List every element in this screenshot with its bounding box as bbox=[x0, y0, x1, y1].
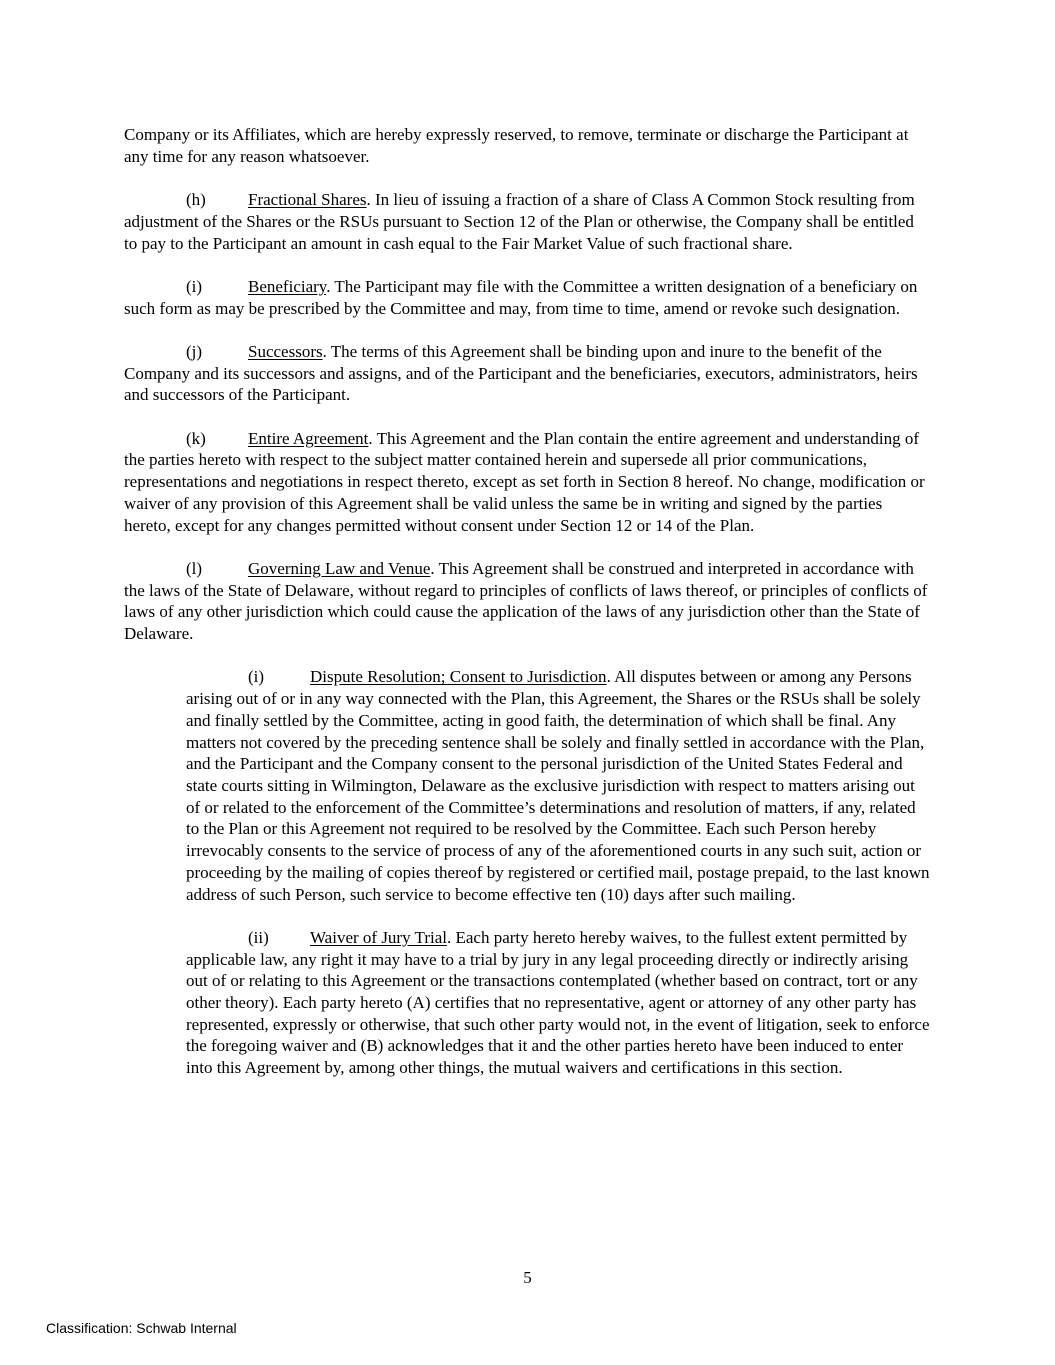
classification-footer: Classification: Schwab Internal bbox=[46, 1320, 237, 1336]
section-l-ii-label: (ii) bbox=[248, 927, 269, 947]
section-l-title: Governing Law and Venue bbox=[248, 558, 431, 578]
section-h-title: Fractional Shares bbox=[248, 190, 367, 210]
section-k-body: . This Agreement and the Plan contain the entire agreement and understanding of the parties hereto with respect to the subject matter contained herein and supersede all prior communications, representations and negotiations in respect thereto, except as set forth in Section 8 hereof. No change, modification or waiver of any provision of this Agreement shall be valid unless the same be in writing and signed by the parties hereto, except for any changes permitted without consent under Section 12 or 14 of the Plan. bbox=[124, 428, 925, 535]
section-l-i-title: Dispute Resolution; Consent to Jurisdiction bbox=[310, 667, 607, 687]
section-k-title: Entire Agreement bbox=[248, 428, 369, 448]
section-k-label: (k) bbox=[186, 428, 206, 448]
section-h-body: . In lieu of issuing a fraction of a share of Class A Common Stock resulting from adjustment of the Shares or the RSUs pursuant to Section 12 of the Plan or otherwise, the Company shall be entitled to pay to the Participant an amount in cash equal to the Fair Market Value of such fractional share. bbox=[124, 190, 915, 253]
section-j-label: (j) bbox=[186, 341, 203, 361]
section-k bbox=[124, 428, 930, 537]
section-i bbox=[124, 276, 930, 319]
continuation-paragraph: Company or its Affiliates, which are hereby expressly reserved, to remove, terminate or discharge the Participant at any time for any reason whatsoever. bbox=[124, 125, 909, 166]
section-l-i bbox=[186, 666, 930, 905]
section-j bbox=[124, 341, 930, 406]
page-number: 5 bbox=[523, 1268, 532, 1287]
section-i-label: (i) bbox=[186, 276, 203, 296]
document-body bbox=[124, 124, 930, 1101]
section-l-ii bbox=[186, 927, 930, 1079]
section-j-title: Successors bbox=[248, 341, 323, 361]
section-l-i-body: . All disputes between or among any Persons arising out of or in any way connected with the Plan, this Agreement, the Shares or the RSUs shall be solely and finally settled by the Committee, acting in good faith, the determination of which shall be final. Any matters not covered by the preceding sentence shall be solely and finally settled in accordance with the Plan, and the Participant and the Company consent to the personal jurisdiction of the United States Federal and state courts sitting in Wilmington, Delaware as the exclusive jurisdiction with respect to matters arising out of or related to the enforcement of the Committee’s determinations and resolution of matters, if any, related to the Plan or this Agreement not required to be resolved by the Committee. Each such Person hereby irrevocably consents to the service of process of any of the aforementioned courts in any such suit, action or proceeding by the mailing of copies thereof by registered or certified mail, postage prepaid, to the last known address of such Person, such service to become effective ten (10) days after such mailing. bbox=[186, 667, 930, 904]
section-l-label: (l) bbox=[186, 558, 203, 578]
section-l-i-label: (i) bbox=[248, 667, 265, 687]
section-h-label: (h) bbox=[186, 190, 206, 210]
section-j-body: . The terms of this Agreement shall be binding upon and inure to the benefit of the Company and its successors and assigns, and of the Participant and the beneficiaries, executors, administrators, heirs and successors of the Participant. bbox=[124, 341, 918, 405]
section-l-body: . This Agreement shall be construed and interpreted in accordance with the laws of the State of Delaware, without regard to principles of conflicts of laws thereof, or principles of conflicts of laws of any other jurisdiction which could cause the application of the laws of any jurisdiction other than the State of Delaware. bbox=[124, 558, 928, 644]
section-i-title: Beneficiary bbox=[248, 276, 327, 296]
section-l bbox=[124, 558, 930, 645]
section-l-ii-body: . Each party hereto hereby waives, to the fullest extent permitted by applicable law, any right it may have to a trial by jury in any legal proceeding directly or indirectly arising out of or relating to this Agreement or the transactions contemplated (whether based on contract, tort or any other theory). Each party hereto (A) certifies that no representative, agent or attorney of any other party has represented, expressly or otherwise, that such other party would not, in the event of litigation, seek to enforce the foregoing waiver and (B) acknowledges that it and the other parties hereto have been induced to enter into this Agreement by, among other things, the mutual waivers and certifications in this section. bbox=[186, 927, 930, 1078]
section-i-body: . The Participant may file with the Committee a written designation of a beneficiary on such form as may be prescribed by the Committee and may, from time to time, amend or revoke such designation. bbox=[124, 276, 918, 318]
section-l-ii-title: Waiver of Jury Trial bbox=[310, 927, 447, 947]
section-h bbox=[124, 189, 930, 254]
